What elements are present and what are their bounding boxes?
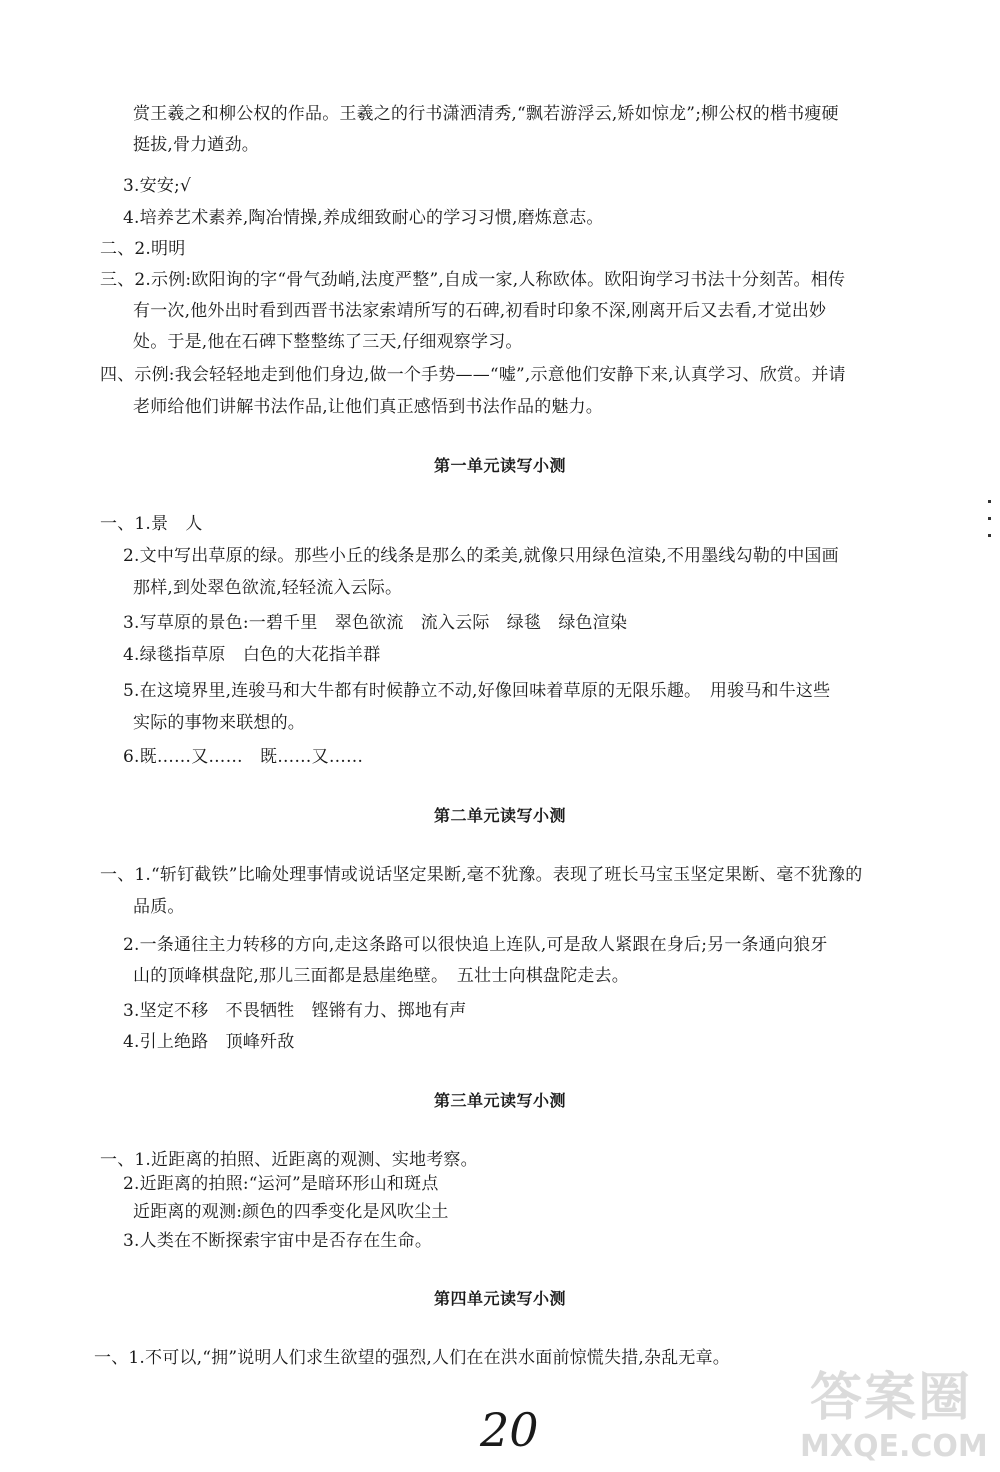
binding-dot — [988, 500, 991, 503]
section-heading: 第二单元读写小测 — [433, 806, 566, 825]
text-line: 有一次,他外出时看到西晋书法家索靖所写的石碑,初看时印象不深,刚离开后又去看,才觉出妙 — [133, 301, 827, 321]
text-line: 近距离的观测:颜色的四季变化是风吹尘土 — [133, 1202, 449, 1222]
text-line: 3.安安;√ — [123, 176, 191, 196]
text-line: 3.写草原的景色:一碧千里 翠色欲流 流入云际 绿毯 绿色渲染 — [123, 613, 628, 633]
text-line: 实际的事物来联想的。 — [133, 713, 305, 733]
watermark-domain: MXQE.COM — [800, 1429, 988, 1464]
text-line: 二、2.明明 — [100, 239, 186, 259]
text-line: 6.既……又…… 既……又…… — [123, 747, 364, 767]
text-line: 4.绿毯指草原 白色的大花指羊群 — [123, 645, 381, 665]
site-watermark — [800, 1368, 995, 1468]
text-line: 挺拔,骨力遒劲。 — [133, 135, 260, 155]
page-number: 20 — [480, 1403, 539, 1457]
text-line: 一、1.不可以,“拥”说明人们求生欲望的强烈,人们在在洪水面前惊慌失措,杂乱无章。 — [94, 1348, 731, 1368]
watermark-logo-text: 答案圈 — [810, 1368, 973, 1428]
text-line: 2.近距离的拍照:“运河”是暗环形山和斑点 — [123, 1174, 439, 1194]
text-line: 3.坚定不移 不畏牺牲 铿锵有力、掷地有声 — [123, 1001, 467, 1021]
section-heading: 第三单元读写小测 — [433, 1091, 566, 1110]
text-line: 那样,到处翠色欲流,轻轻流入云际。 — [133, 578, 403, 598]
text-line: 一、1.景 人 — [100, 514, 203, 534]
text-line: 一、1.“斩钉截铁”比喻处理事情或说话坚定果断,毫不犹豫。表现了班长马宝玉坚定果断、毫不犹豫的 — [100, 865, 863, 885]
binding-dot — [988, 534, 991, 537]
text-line: 2.文中写出草原的绿。那些小丘的线条是那么的柔美,就像只用绿色渲染,不用墨线勾勒的中国画 — [123, 546, 839, 566]
text-line: 4.培养艺术素养,陶冶情操,养成细致耐心的学习习惯,磨炼意志。 — [123, 208, 604, 228]
binding-marks — [988, 500, 992, 560]
text-line: 品质。 — [133, 897, 185, 917]
text-line: 一、1.近距离的拍照、近距离的观测、实地考察。 — [100, 1150, 478, 1170]
binding-dot — [988, 517, 991, 520]
text-line: 4.引上绝路 顶峰歼敌 — [123, 1032, 295, 1052]
section-heading: 第四单元读写小测 — [433, 1289, 566, 1308]
text-line: 5.在这境界里,连骏马和大牛都有时候静立不动,好像回味着草原的无限乐趣。 用骏马和牛这些 — [123, 681, 831, 701]
text-line: 2.一条通往主力转移的方向,走这条路可以很快追上连队,可是敌人紧跟在身后;另一条通向狼牙 — [123, 935, 828, 955]
text-line: 处。于是,他在石碑下整整练了三天,仔细观察学习。 — [133, 332, 523, 352]
text-line: 三、2.示例:欧阳询的字“骨气劲峭,法度严整”,自成一家,人称欧体。欧阳询学习书法十分刻苦。相传 — [100, 270, 846, 290]
text-line: 赏王羲之和柳公权的作品。王羲之的行书潇洒清秀,“飘若游浮云,矫如惊龙”;柳公权的楷书瘦硬 — [133, 104, 839, 124]
text-line: 山的顶峰棋盘陀,那儿三面都是悬崖绝壁。 五壮士向棋盘陀走去。 — [133, 966, 629, 986]
text-line: 四、示例:我会轻轻地走到他们身边,做一个手势——“嘘”,示意他们安静下来,认真学习、欣赏。并请 — [100, 365, 846, 385]
text-line: 老师给他们讲解书法作品,让他们真正感悟到书法作品的魅力。 — [133, 397, 604, 417]
section-heading: 第一单元读写小测 — [433, 456, 566, 475]
text-line: 3.人类在不断探索宇宙中是否存在生命。 — [123, 1231, 433, 1251]
